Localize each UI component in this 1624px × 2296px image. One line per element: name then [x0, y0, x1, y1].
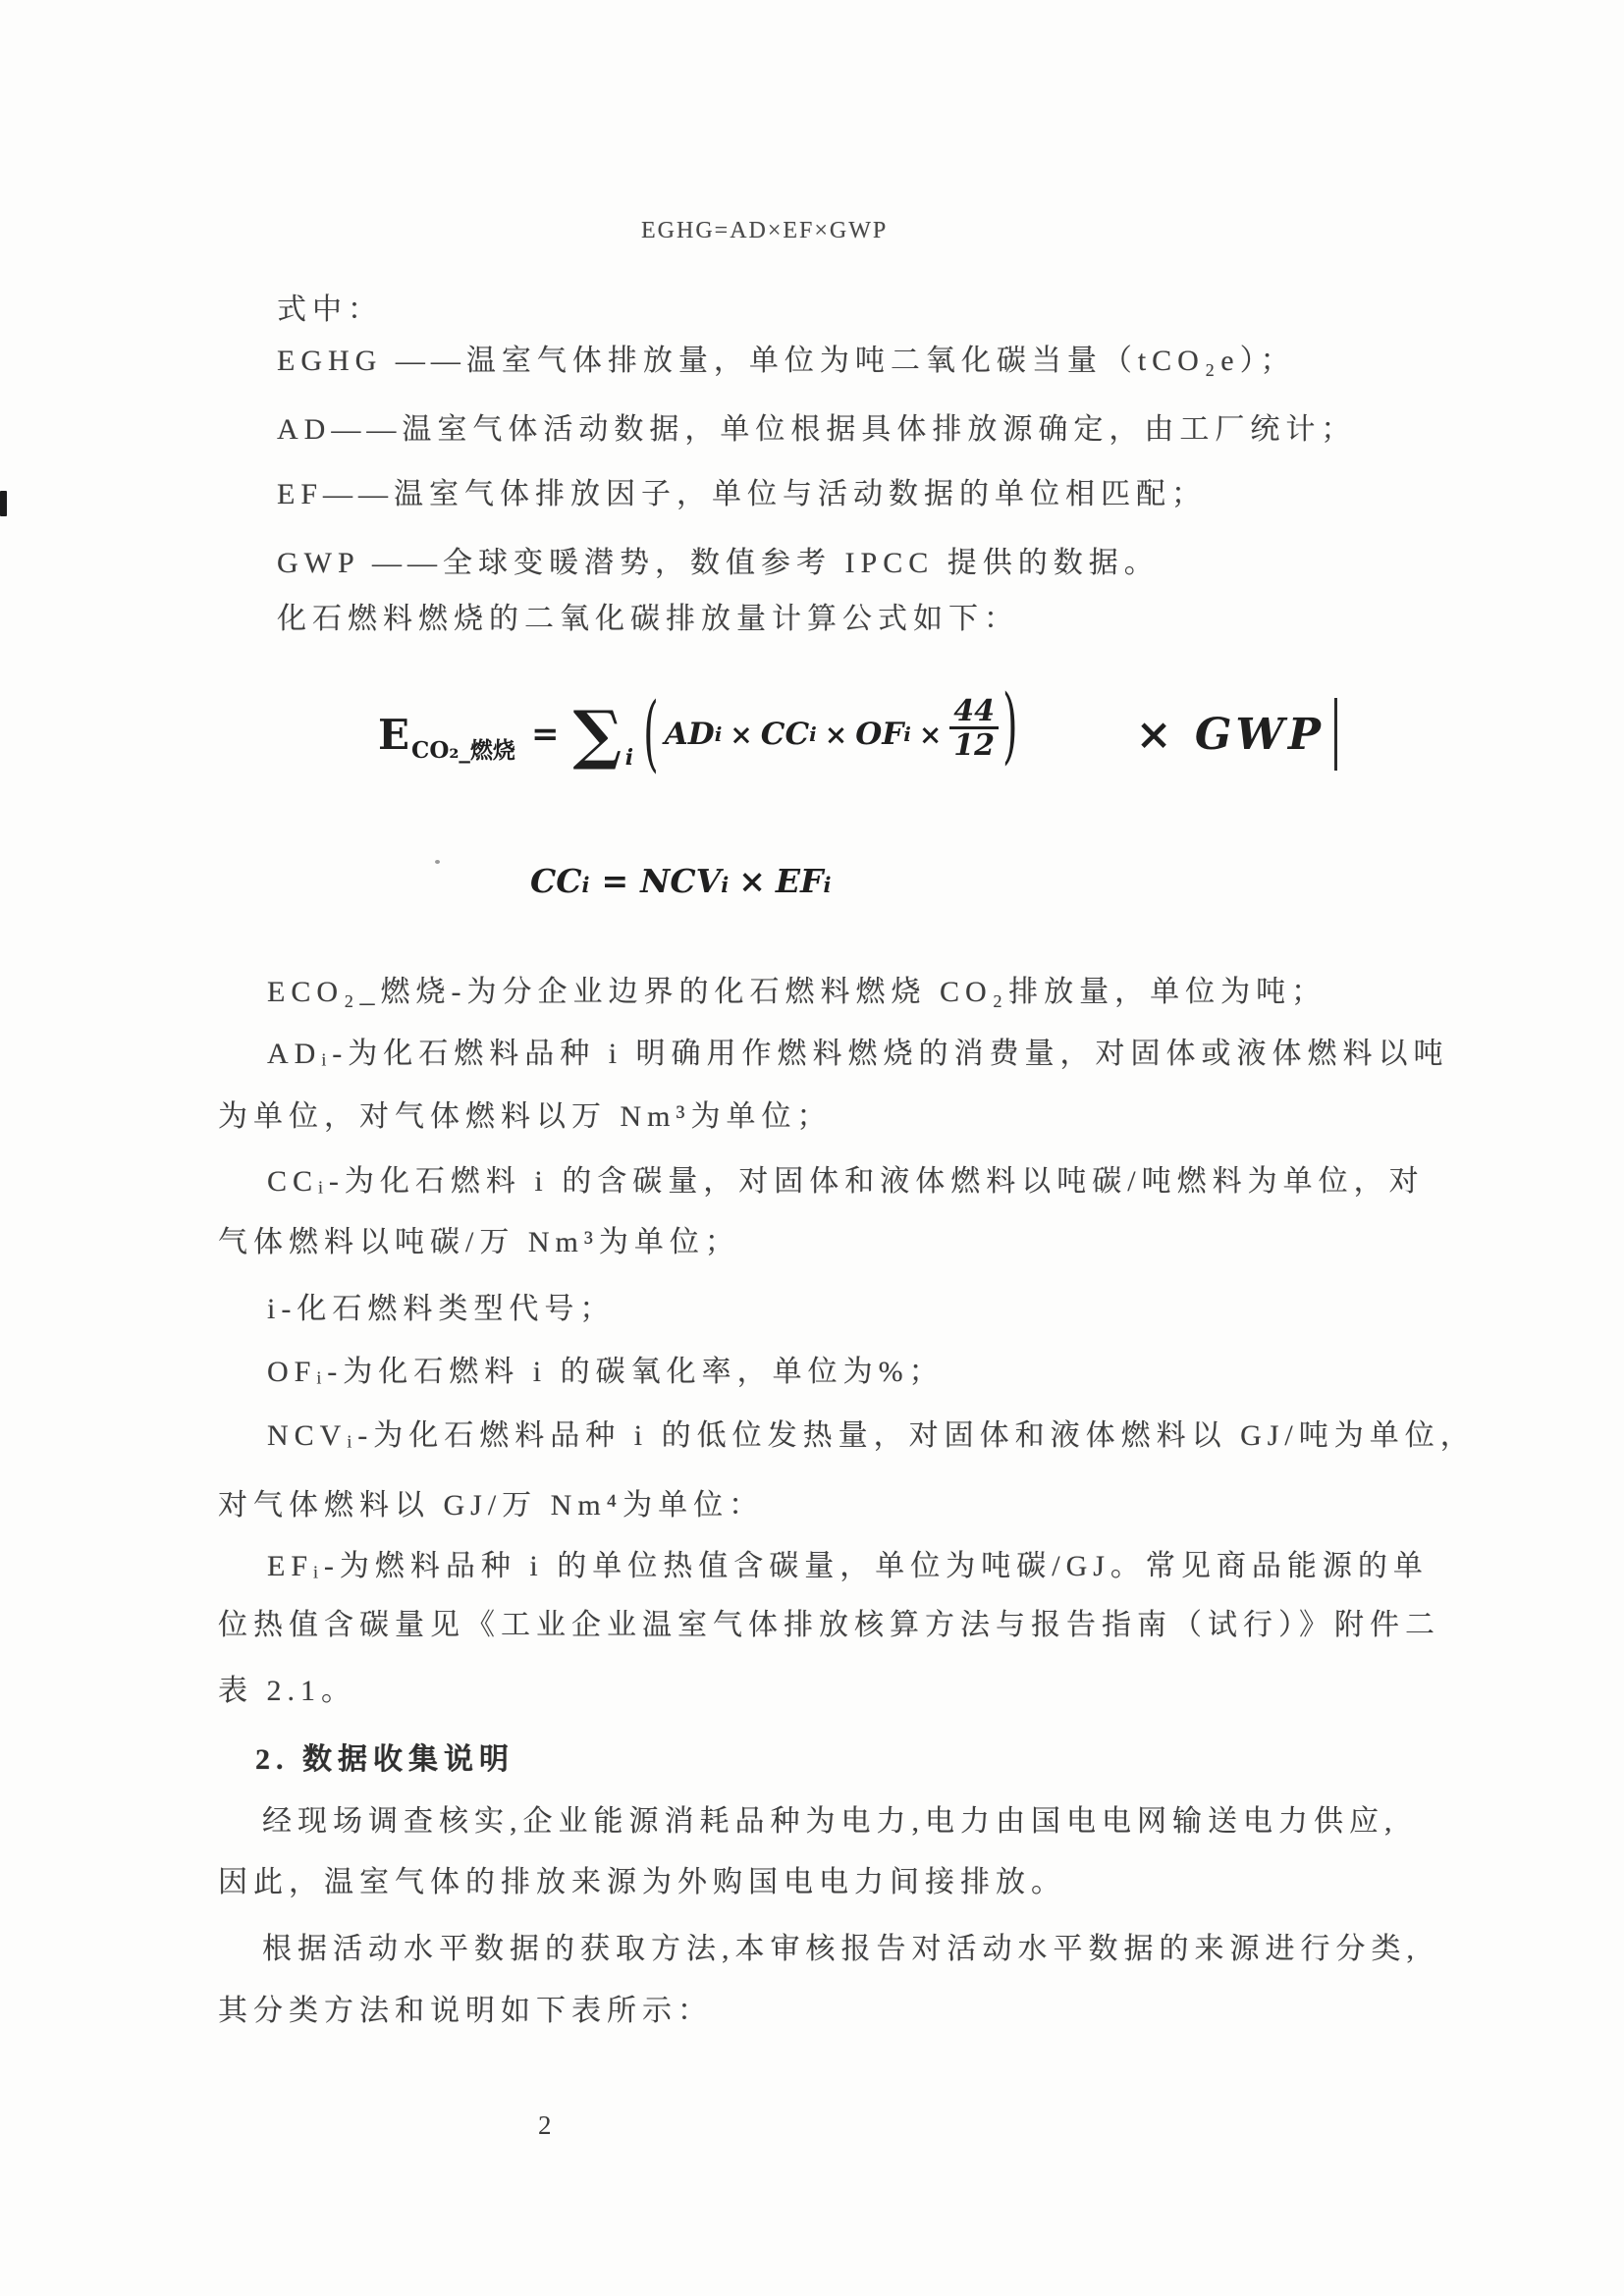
scan-artifact-bar	[1334, 698, 1337, 771]
label-shizhong: 式中：	[277, 294, 383, 326]
explain-i: i-化石燃料类型代号；	[267, 1293, 616, 1325]
explain-ncv-line1: NCVᵢ-为化石燃料品种 i 的低位发热量，对固体和液体燃料以 GJ/吨为单位，	[267, 1419, 1476, 1452]
explain-ef-line3: 表 2.1。	[218, 1675, 356, 1707]
definition-eghg: EGHG ——温室气体排放量，单位为吨二氧化碳当量（tCO₂e）；	[277, 345, 1296, 377]
explain-ad-line1: ADᵢ-为化石燃料品种 i 明确用作燃料燃烧的消费量，对固体或液体燃料以吨	[267, 1038, 1449, 1070]
cc-formula	[530, 862, 831, 900]
explain-ef-line1: EFᵢ-为燃料品种 i 的单位热值含碳量，单位为吨碳/GJ。常见商品能源的单	[267, 1550, 1429, 1582]
definition-gwp: GWP ——全球变暖潜势，数值参考 IPCC 提供的数据。	[277, 547, 1160, 579]
formula-e-base: E	[378, 710, 410, 759]
survey-paragraph-line2: 因此，温室气体的排放来源为外购国电电力间接排放。	[218, 1866, 1066, 1898]
definition-ef: EF——温室气体排放因子，单位与活动数据的单位相匹配；	[277, 478, 1208, 510]
term-cc: CC	[760, 717, 810, 752]
explain-ncv-line2: 对气体燃料以 GJ/万 Nm⁴为单位：	[218, 1489, 765, 1522]
co2-combustion-formula	[378, 675, 1337, 793]
cc-lhs: CC	[530, 862, 582, 900]
cc-ncv-sub: i	[721, 873, 730, 897]
formula-eghg: EGHG=AD×EF×GWP	[641, 218, 889, 243]
cc-rhs-ncv: NCV	[640, 862, 722, 900]
times-sign: ×	[824, 718, 848, 751]
section-2-heading: 2. 数据收集说明	[255, 1743, 514, 1776]
cc-rhs-ef: EF	[775, 862, 824, 900]
term-ad-sub: i	[714, 722, 723, 746]
formula-e-subscript: CO₂_燃烧	[411, 736, 515, 764]
times-sign: ×	[738, 862, 766, 900]
method-paragraph-line2: 其分类方法和说明如下表所示：	[218, 1995, 713, 2027]
cc-ef-sub: i	[823, 873, 832, 897]
sigma-symbol: ∑	[572, 696, 623, 773]
explain-ef-line2: 位热值含碳量见《工业企业温室气体排放核算方法与报告指南（试行）》附件二	[218, 1609, 1440, 1641]
fraction-numerator: 44	[953, 693, 996, 728]
fraction-44-12	[949, 693, 999, 763]
times-sign: ×	[918, 718, 943, 751]
term-cc-sub: i	[809, 722, 817, 746]
equals-sign: =	[601, 862, 629, 900]
definition-ad: AD——温室气体活动数据，单位根据具体排放源确定，由工厂统计；	[277, 413, 1357, 446]
term-of: OF	[855, 717, 904, 752]
scan-speck-left-edge	[0, 491, 7, 516]
term-ad: AD	[664, 717, 715, 752]
summation	[572, 696, 634, 773]
explain-eco2: ECO₂_燃烧-为分企业边界的化石燃料燃烧 CO₂排放量，单位为吨；	[267, 976, 1327, 1008]
method-paragraph-line1: 根据活动水平数据的获取方法,本审核报告对活动水平数据的来源进行分类,	[262, 1933, 1420, 1965]
explain-of: OFᵢ-为化石燃料 i 的碳氧化率，单位为%；	[267, 1356, 945, 1388]
survey-paragraph-line1: 经现场调查核实,企业能源消耗品种为电力,电力由国电电网输送电力供应,	[262, 1805, 1398, 1838]
explain-cc-line1: CCᵢ-为化石燃料 i 的含碳量，对固体和液体燃料以吨碳/吨燃料为单位，对	[267, 1165, 1425, 1198]
cc-lhs-sub: i	[581, 873, 590, 897]
open-paren: (	[643, 686, 659, 782]
times-sign: ×	[730, 718, 753, 751]
sigma-index: i	[624, 745, 634, 771]
explain-ad-line2: 为单位，对气体燃料以万 Nm³为单位；	[218, 1100, 833, 1133]
explain-cc-line2: 气体燃料以吨碳/万 Nm³为单位；	[218, 1226, 740, 1258]
gwp-multiplier: × GWP	[1135, 709, 1325, 760]
page-number: 2	[538, 2110, 552, 2140]
fraction-denominator: 12	[949, 726, 999, 762]
term-of-sub: i	[903, 722, 911, 746]
scan-speck-dot	[435, 860, 440, 864]
equals-sign: =	[530, 715, 560, 754]
close-paren: )	[1002, 678, 1018, 774]
fossil-fuel-intro: 化石燃料燃烧的二氧化碳排放量计算公式如下：	[277, 603, 1019, 635]
